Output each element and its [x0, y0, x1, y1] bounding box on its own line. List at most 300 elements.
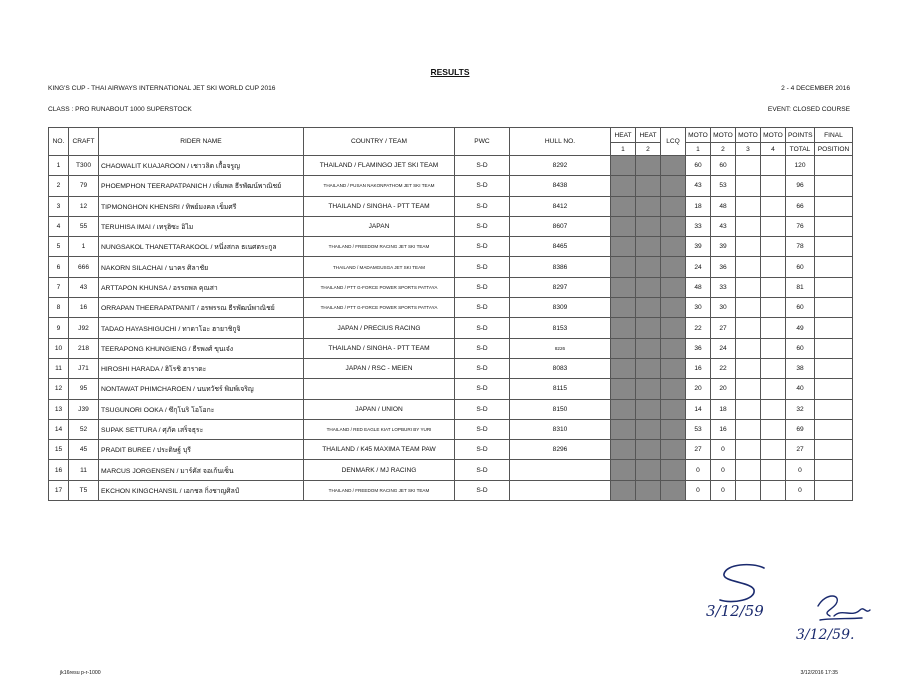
row-country: [304, 379, 455, 399]
row-total: 38: [786, 358, 815, 378]
col-heat2: HEAT: [636, 128, 661, 143]
row-country: THAILAND / FREEDOM RACING JET SKI TEAM: [304, 480, 455, 500]
row-moto3: [736, 298, 761, 318]
row-moto2: 22: [711, 358, 736, 378]
table-row: [49, 480, 853, 500]
row-total: 60: [786, 298, 815, 318]
row-moto3: [736, 358, 761, 378]
row-no: 3: [49, 196, 69, 216]
row-moto4: [761, 216, 786, 236]
row-moto2: 53: [711, 176, 736, 196]
row-lcq: [661, 358, 686, 378]
row-moto3: [736, 480, 761, 500]
row-moto1: 22: [686, 318, 711, 338]
row-pwc: S-D: [455, 176, 510, 196]
table-row: [49, 399, 853, 419]
row-total: 66: [786, 196, 815, 216]
event-type: EVENT: CLOSED COURSE: [767, 106, 850, 113]
row-heat2: [636, 216, 661, 236]
row-hull: 8438: [510, 176, 611, 196]
row-total: 60: [786, 338, 815, 358]
row-country: THAILAND / FLAMINGO JET SKI TEAM: [304, 156, 455, 176]
row-lcq: [661, 156, 686, 176]
row-hull: 8292: [510, 156, 611, 176]
row-hull: 8297: [510, 277, 611, 297]
row-pwc: S-D: [455, 480, 510, 500]
row-final: [815, 338, 853, 358]
row-total: 76: [786, 216, 815, 236]
table-row: [49, 460, 853, 480]
col-heat2-sub: 2: [636, 143, 661, 156]
col-final-sub: POSITION: [815, 143, 853, 156]
row-heat2: [636, 419, 661, 439]
row-heat1: [611, 399, 636, 419]
row-pwc: S-D: [455, 318, 510, 338]
col-final: FINAL: [815, 128, 853, 143]
row-moto2: 16: [711, 419, 736, 439]
footer-report-id: jk16resu p-r-1000: [60, 670, 101, 676]
row-final: [815, 216, 853, 236]
row-heat2: [636, 156, 661, 176]
row-hull: 8310: [510, 419, 611, 439]
row-pwc: S-D: [455, 216, 510, 236]
row-rider: TSUGUNORI OOKA / ซึกุโนริ โอโอกะ: [99, 399, 304, 419]
row-craft: J92: [69, 318, 99, 338]
row-lcq: [661, 379, 686, 399]
row-craft: 45: [69, 440, 99, 460]
row-lcq: [661, 460, 686, 480]
row-moto3: [736, 419, 761, 439]
row-lcq: [661, 480, 686, 500]
row-final: [815, 277, 853, 297]
row-moto4: [761, 399, 786, 419]
col-moto3: MOTO: [736, 128, 761, 143]
row-moto1: 48: [686, 277, 711, 297]
row-moto2: 0: [711, 460, 736, 480]
row-no: 5: [49, 237, 69, 257]
row-moto3: [736, 338, 761, 358]
row-lcq: [661, 257, 686, 277]
row-craft: 79: [69, 176, 99, 196]
row-country: THAILAND / K45 MAXIMA TEAM PAW: [304, 440, 455, 460]
table-row: [49, 277, 853, 297]
row-total: 78: [786, 237, 815, 257]
footer-timestamp: 3/12/2016 17:35: [800, 670, 838, 676]
row-moto1: 16: [686, 358, 711, 378]
table-row: [49, 318, 853, 338]
row-moto2: 27: [711, 318, 736, 338]
row-moto3: [736, 460, 761, 480]
row-heat1: [611, 298, 636, 318]
row-moto2: 18: [711, 399, 736, 419]
row-moto4: [761, 318, 786, 338]
row-heat1: [611, 440, 636, 460]
row-moto2: 24: [711, 338, 736, 358]
row-heat1: [611, 460, 636, 480]
row-moto1: 53: [686, 419, 711, 439]
row-country: THAILAND / SINGHA - PTT TEAM: [304, 338, 455, 358]
col-lcq: LCQ: [661, 128, 686, 156]
row-moto2: 36: [711, 257, 736, 277]
row-rider: CHAOWALIT KUAJAROON / เชาวลิต เกื้อจรูญ: [99, 156, 304, 176]
row-moto4: [761, 379, 786, 399]
row-pwc: S-D: [455, 156, 510, 176]
row-no: 13: [49, 399, 69, 419]
row-final: [815, 440, 853, 460]
row-heat2: [636, 196, 661, 216]
row-final: [815, 257, 853, 277]
table-row: [49, 156, 853, 176]
row-heat2: [636, 338, 661, 358]
row-moto4: [761, 298, 786, 318]
row-country: THAILAND / SINGHA - PTT TEAM: [304, 196, 455, 216]
row-moto1: 27: [686, 440, 711, 460]
row-no: 10: [49, 338, 69, 358]
row-country: JAPAN / UNION: [304, 399, 455, 419]
row-rider: PHOEMPHON TEERAPATPANICH / เพิ่มพล ธีรพัฒน์พาณิชย์: [99, 176, 304, 196]
row-craft: 43: [69, 277, 99, 297]
row-moto2: 43: [711, 216, 736, 236]
row-country: THAILAND / PTT G-FORCE POWER SPORTS PATTAYA: [304, 298, 455, 318]
row-lcq: [661, 216, 686, 236]
col-pwc: PWC: [455, 128, 510, 156]
row-moto2: 60: [711, 156, 736, 176]
row-country: THAILAND / PTT G-FORCE POWER SPORTS PATTAYA: [304, 277, 455, 297]
row-moto2: 30: [711, 298, 736, 318]
row-craft: 12: [69, 196, 99, 216]
row-no: 8: [49, 298, 69, 318]
row-final: [815, 237, 853, 257]
row-final: [815, 480, 853, 500]
col-moto2: MOTO: [711, 128, 736, 143]
row-heat2: [636, 440, 661, 460]
row-final: [815, 419, 853, 439]
row-hull: 8296: [510, 440, 611, 460]
row-heat1: [611, 196, 636, 216]
row-total: 49: [786, 318, 815, 338]
col-hull: HULL NO.: [510, 128, 611, 156]
row-no: 9: [49, 318, 69, 338]
row-moto4: [761, 460, 786, 480]
row-heat2: [636, 358, 661, 378]
row-moto3: [736, 318, 761, 338]
signature-date-1: 3/12/59: [706, 602, 764, 620]
row-moto1: 20: [686, 379, 711, 399]
row-moto4: [761, 176, 786, 196]
row-country: DENMARK / MJ RACING: [304, 460, 455, 480]
row-lcq: [661, 318, 686, 338]
page-title: RESULTS: [430, 67, 470, 77]
row-lcq: [661, 419, 686, 439]
row-heat1: [611, 338, 636, 358]
row-craft: J71: [69, 358, 99, 378]
row-craft: 55: [69, 216, 99, 236]
row-no: 16: [49, 460, 69, 480]
row-no: 4: [49, 216, 69, 236]
row-rider: TADAO HAYASHIGUCHI / ทาดาโอะ ฮายาชิกูจิ: [99, 318, 304, 338]
row-heat1: [611, 480, 636, 500]
row-no: 1: [49, 156, 69, 176]
row-no: 14: [49, 419, 69, 439]
row-hull: 8153: [510, 318, 611, 338]
row-moto4: [761, 358, 786, 378]
row-final: [815, 196, 853, 216]
row-moto2: 33: [711, 277, 736, 297]
row-no: 6: [49, 257, 69, 277]
row-moto3: [736, 237, 761, 257]
signature-date-2: 3/12/59.: [796, 627, 855, 643]
row-moto4: [761, 196, 786, 216]
row-moto1: 39: [686, 237, 711, 257]
row-moto3: [736, 156, 761, 176]
row-pwc: S-D: [455, 196, 510, 216]
row-total: 27: [786, 440, 815, 460]
row-heat1: [611, 379, 636, 399]
row-lcq: [661, 196, 686, 216]
row-heat1: [611, 419, 636, 439]
row-hull: [510, 460, 611, 480]
row-pwc: S-D: [455, 358, 510, 378]
col-moto4-sub: 4: [761, 143, 786, 156]
row-moto4: [761, 419, 786, 439]
table-row: [49, 237, 853, 257]
row-moto1: 24: [686, 257, 711, 277]
row-pwc: S-D: [455, 440, 510, 460]
row-heat1: [611, 358, 636, 378]
row-rider: EKCHON KINGCHANSIL / เอกชล กิ่งชาญศิลป์: [99, 480, 304, 500]
table-row: [49, 257, 853, 277]
table-row: [49, 358, 853, 378]
col-points-sub: TOTAL: [786, 143, 815, 156]
col-heat1: HEAT: [611, 128, 636, 143]
row-rider: SUPAK SETTURA / ศุภัค เสร็จธุระ: [99, 419, 304, 439]
row-hull: 8150: [510, 399, 611, 419]
row-hull: 8115: [510, 379, 611, 399]
row-pwc: S-D: [455, 419, 510, 439]
row-rider: TIPMONGHON KHENSRI / ทิพย์มงคล เข็มศรี: [99, 196, 304, 216]
table-row: [49, 176, 853, 196]
row-rider: NUNGSAKOL THANETTARAKOOL / หนึ่งสกล ธเนศตระกูล: [99, 237, 304, 257]
row-lcq: [661, 298, 686, 318]
row-lcq: [661, 237, 686, 257]
row-rider: ORRAPAN THEERAPATPANIT / อรพรรณ ธีรพัฒน์พาณิชย์: [99, 298, 304, 318]
row-craft: 666: [69, 257, 99, 277]
row-rider: NAKORN SILACHAI / นาคร ศิลาชัย: [99, 257, 304, 277]
row-moto4: [761, 277, 786, 297]
row-rider: NONTAWAT PHIMCHAROEN / นนทวัชร์ พิมพ์เจริญ: [99, 379, 304, 399]
row-country: THAILAND / PUSAN NAKONPATHOM JET SKI TEAM: [304, 176, 455, 196]
row-total: 40: [786, 379, 815, 399]
table-row: [49, 338, 853, 358]
row-country: JAPAN / PRECIUS RACING: [304, 318, 455, 338]
row-total: 32: [786, 399, 815, 419]
row-moto3: [736, 399, 761, 419]
row-pwc: S-D: [455, 379, 510, 399]
row-hull: 8465: [510, 237, 611, 257]
col-rider: RIDER NAME: [99, 128, 304, 156]
row-country: THAILAND / RED EAGLE KIAT LOPBURI BY YURI: [304, 419, 455, 439]
row-heat1: [611, 318, 636, 338]
row-total: 96: [786, 176, 815, 196]
row-no: 12: [49, 379, 69, 399]
results-table: [48, 127, 853, 501]
col-moto2-sub: 2: [711, 143, 736, 156]
row-moto1: 43: [686, 176, 711, 196]
row-moto3: [736, 216, 761, 236]
row-final: [815, 318, 853, 338]
row-no: 11: [49, 358, 69, 378]
row-rider: TERUHISA IMAI / เทรุฮิซะ อิไม: [99, 216, 304, 236]
table-row: [49, 298, 853, 318]
row-heat1: [611, 176, 636, 196]
row-heat2: [636, 379, 661, 399]
row-country: THAILAND / MADAMGUSGA JET SKI TEAM: [304, 257, 455, 277]
col-country: COUNTRY / TEAM: [304, 128, 455, 156]
row-moto3: [736, 196, 761, 216]
row-moto3: [736, 277, 761, 297]
row-no: 7: [49, 277, 69, 297]
row-moto1: 0: [686, 460, 711, 480]
row-country: JAPAN: [304, 216, 455, 236]
row-moto1: 36: [686, 338, 711, 358]
row-final: [815, 156, 853, 176]
row-pwc: S-D: [455, 460, 510, 480]
row-final: [815, 298, 853, 318]
col-craft: CRAFT: [69, 128, 99, 156]
results-body: [49, 156, 853, 501]
row-craft: 16: [69, 298, 99, 318]
row-lcq: [661, 338, 686, 358]
row-final: [815, 176, 853, 196]
class-label: CLASS : PRO RUNABOUT 1000 SUPERSTOCK: [48, 106, 192, 113]
row-rider: PRADIT BUREE / ประดิษฐ์ บุรี: [99, 440, 304, 460]
row-craft: 95: [69, 379, 99, 399]
row-moto4: [761, 156, 786, 176]
row-hull: 8412: [510, 196, 611, 216]
row-total: 69: [786, 419, 815, 439]
row-moto2: 39: [711, 237, 736, 257]
row-craft: T5: [69, 480, 99, 500]
row-moto4: [761, 338, 786, 358]
row-hull: 8083: [510, 358, 611, 378]
table-row: [49, 440, 853, 460]
row-moto1: 30: [686, 298, 711, 318]
row-total: 0: [786, 460, 815, 480]
row-rider: ARTTAPON KHUNSA / อรรถพล คุณสา: [99, 277, 304, 297]
row-moto2: 48: [711, 196, 736, 216]
row-moto1: 60: [686, 156, 711, 176]
table-row: [49, 379, 853, 399]
row-craft: 1: [69, 237, 99, 257]
row-no: 17: [49, 480, 69, 500]
row-moto1: 0: [686, 480, 711, 500]
row-moto1: 33: [686, 216, 711, 236]
row-hull: [510, 480, 611, 500]
row-lcq: [661, 399, 686, 419]
row-heat1: [611, 237, 636, 257]
row-pwc: S-D: [455, 257, 510, 277]
row-moto4: [761, 480, 786, 500]
event-title: KING'S CUP - THAI AIRWAYS INTERNATIONAL JET SKI WORLD CUP 2016: [48, 85, 276, 92]
row-moto1: 14: [686, 399, 711, 419]
row-moto1: 18: [686, 196, 711, 216]
row-total: 60: [786, 257, 815, 277]
row-moto3: [736, 176, 761, 196]
row-heat1: [611, 257, 636, 277]
row-heat1: [611, 156, 636, 176]
col-moto1: MOTO: [686, 128, 711, 143]
row-pwc: S-D: [455, 237, 510, 257]
col-moto3-sub: 3: [736, 143, 761, 156]
row-pwc: S-D: [455, 338, 510, 358]
table-row: [49, 419, 853, 439]
row-heat2: [636, 257, 661, 277]
signature-2: [812, 588, 872, 628]
table-row: [49, 196, 853, 216]
row-heat2: [636, 460, 661, 480]
row-moto2: 0: [711, 440, 736, 460]
row-final: [815, 358, 853, 378]
row-moto4: [761, 440, 786, 460]
row-hull: 8309: [510, 298, 611, 318]
row-moto4: [761, 257, 786, 277]
row-hull: 8386: [510, 257, 611, 277]
row-heat2: [636, 480, 661, 500]
col-points: POINTS: [786, 128, 815, 143]
row-final: [815, 399, 853, 419]
row-moto3: [736, 257, 761, 277]
row-pwc: S-D: [455, 277, 510, 297]
row-craft: J39: [69, 399, 99, 419]
row-final: [815, 379, 853, 399]
row-no: 2: [49, 176, 69, 196]
row-craft: 218: [69, 338, 99, 358]
row-lcq: [661, 277, 686, 297]
row-hull: 8607: [510, 216, 611, 236]
row-hull: 8226: [510, 338, 611, 358]
row-heat2: [636, 318, 661, 338]
row-moto2: 20: [711, 379, 736, 399]
col-no: NO.: [49, 128, 69, 156]
row-final: [815, 460, 853, 480]
row-moto3: [736, 440, 761, 460]
row-lcq: [661, 440, 686, 460]
row-moto4: [761, 237, 786, 257]
row-heat2: [636, 277, 661, 297]
row-rider: HIROSHI HARADA / ฮิโรชิ ฮาราดะ: [99, 358, 304, 378]
row-rider: TEERAPONG KHUNGIENG / ธีรพงศ์ ขุนเจ๋ง: [99, 338, 304, 358]
row-country: JAPAN / RSC - MEIEN: [304, 358, 455, 378]
row-country: THAILAND / FREEDOM RACING JET SKI TEAM: [304, 237, 455, 257]
row-rider: MARCUS JORGENSEN / มาร์คัส จอเก้นเซ็น: [99, 460, 304, 480]
row-craft: 52: [69, 419, 99, 439]
event-dates: 2 - 4 DECEMBER 2016: [781, 85, 850, 92]
row-pwc: S-D: [455, 399, 510, 419]
row-heat1: [611, 216, 636, 236]
row-heat2: [636, 176, 661, 196]
row-craft: 11: [69, 460, 99, 480]
row-heat2: [636, 237, 661, 257]
row-heat2: [636, 298, 661, 318]
row-lcq: [661, 176, 686, 196]
row-total: 0: [786, 480, 815, 500]
row-no: 15: [49, 440, 69, 460]
row-moto3: [736, 379, 761, 399]
col-moto1-sub: 1: [686, 143, 711, 156]
col-moto4: MOTO: [761, 128, 786, 143]
row-total: 81: [786, 277, 815, 297]
table-row: [49, 216, 853, 236]
